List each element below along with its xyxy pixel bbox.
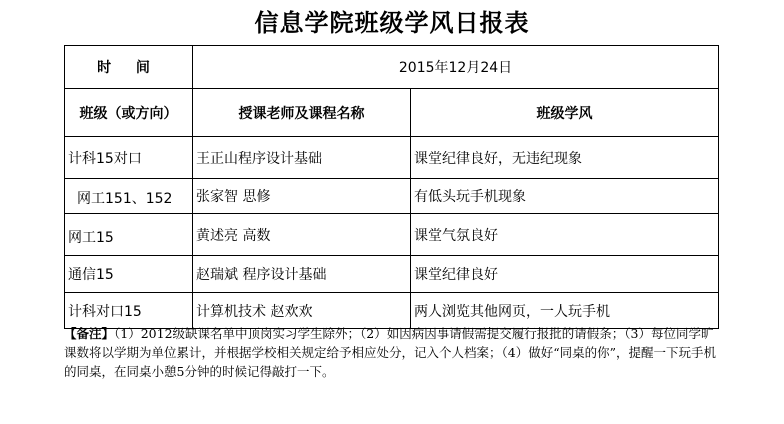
course-cell: 张家智 思修 <box>193 179 411 214</box>
course-cell: 王正山程序设计基础 <box>193 137 411 179</box>
course-cell: 赵瑞斌 程序设计基础 <box>193 256 411 293</box>
header-row <box>65 89 719 137</box>
table-row <box>65 137 719 179</box>
header-class: 班级（或方向） <box>65 89 193 137</box>
class-cell: 计科对口15 <box>65 293 193 329</box>
header-teacher-course: 授课老师及课程名称 <box>193 89 411 137</box>
table-row <box>65 214 719 256</box>
class-cell: 计科15对口 <box>65 137 193 179</box>
style-cell: 两人浏览其他网页，一人玩手机 <box>411 293 719 329</box>
notes <box>64 324 724 381</box>
class-cell: 网工15 <box>65 214 193 256</box>
time-row <box>65 46 719 89</box>
course-cell: 计算机技术 赵欢欢 <box>193 293 411 329</box>
time-label: 时 间 <box>97 60 160 76</box>
report-title: 信息学院班级学风日报表 <box>254 8 530 37</box>
course-cell: 黄述亮 高数 <box>193 214 411 256</box>
report-table <box>64 45 719 329</box>
table-row <box>65 179 719 214</box>
time-label-cell <box>65 46 193 89</box>
notes-label: 【备注】 <box>64 326 115 341</box>
style-cell: 课堂气氛良好 <box>411 214 719 256</box>
header-class-style: 班级学风 <box>411 89 719 137</box>
style-cell: 有低头玩手机现象 <box>411 179 719 214</box>
class-cell: 通信15 <box>65 256 193 293</box>
class-cell: 网工151、152 <box>65 179 193 214</box>
notes-text: （1）2012级缺课名单中顶岗实习学生除外；（2）如因病因事请假需提交履行报批的请假条；（3）每位同学旷课数将以学期为单位累计，并根据学校相关规定给予相应处分，记入个人档案；（4）做好“同桌的你”，提醒一下玩手机的同桌，在同桌小憩5分钟的时候记得敲打一下。 <box>64 326 716 379</box>
table-row <box>65 256 719 293</box>
style-cell: 课堂纪律良好 <box>411 256 719 293</box>
date-value: 2015年12月24日 <box>193 46 719 89</box>
style-cell: 课堂纪律良好，无违纪现象 <box>411 137 719 179</box>
